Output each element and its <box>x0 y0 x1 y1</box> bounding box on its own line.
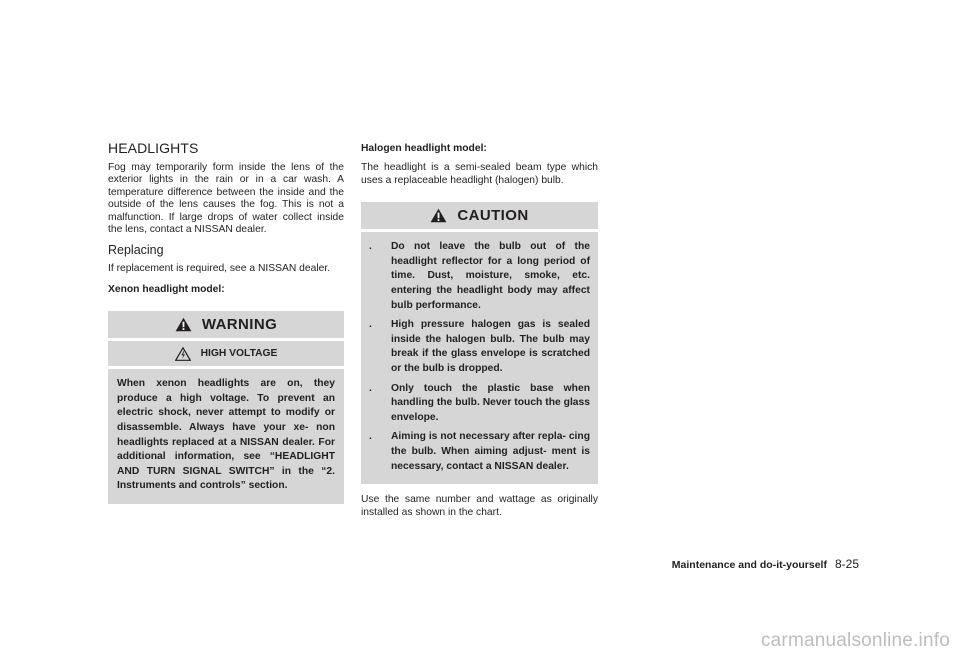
high-voltage-icon <box>175 347 191 361</box>
caution-list <box>367 240 590 474</box>
subheading-replacing: Replacing <box>108 243 164 258</box>
right-column <box>361 143 598 519</box>
bullet: . <box>369 241 372 253</box>
warning-triangle-icon <box>175 317 192 332</box>
intro-paragraph: Fog may temporarily form inside the lens of the exterior lights in the rain or in a car wash. A temperature difference between the inside and the outside of the lens causes the fog. This is not a malfunction. If large drops of water collect inside the lens, contact a NISSAN dealer. <box>108 162 344 236</box>
warning-body <box>108 369 344 504</box>
warning-box <box>108 311 344 504</box>
caution-item: . High pressure halogen gas is sealed inside the halogen bulb. The bulb may break if the glass envelope is scratched or the bulb is dropped. <box>367 318 590 376</box>
footer-section-title: Maintenance and do-it-yourself <box>671 559 827 571</box>
xenon-heading: Xenon headlight model: <box>108 283 225 295</box>
bullet: . <box>369 382 372 394</box>
warning-subtitle-bar <box>108 341 344 366</box>
halogen-heading: Halogen headlight model: <box>361 143 487 154</box>
caution-item: . Only touch the plastic base when handling the bulb. Never touch the glass envelope. <box>367 382 590 426</box>
bullet: . <box>369 431 372 443</box>
bullet: . <box>369 319 372 331</box>
caution-body <box>361 232 598 484</box>
warning-subtitle: HIGH VOLTAGE <box>200 348 278 360</box>
caution-item: . Do not leave the bulb out of the headlight reflector for a long period of time. Dust, moisture, smoke, etc. entering the headlight body may affect bulb performance. <box>367 240 590 313</box>
watermark: carmanualsonline.info <box>760 630 950 651</box>
closing-paragraph: Use the same number and wattage as originally installed as shown in the chart. <box>361 494 598 518</box>
caution-box <box>361 202 598 484</box>
page-number: 8-25 <box>834 557 859 571</box>
caution-triangle-icon <box>430 208 447 223</box>
caution-title: CAUTION <box>457 207 529 225</box>
halogen-paragraph: The headlight is a semi-sealed beam type which uses a replaceable headlight (halogen) bulb. <box>361 162 598 186</box>
section-heading: HEADLIGHTS <box>108 140 199 156</box>
left-column <box>108 140 344 504</box>
warning-text: When xenon headlights are on, they produce a high voltage. To prevent an electric shock, never attempt to modify or disassemble. Always have your xe- non headlights replaced at a NISSAN dealer. For additional information, see “HEADLIGHT AND TURN SIGNAL SWITCH” in the “2. Instruments and controls” section. <box>117 378 335 492</box>
caution-item: . Aiming is not necessary after repla- cing the bulb. When aiming adjust- ment is necessary, contact a NISSAN dealer. <box>367 430 590 474</box>
page-footer <box>649 557 859 571</box>
warning-title: WARNING <box>201 316 278 334</box>
caution-title-bar <box>361 202 598 229</box>
warning-title-bar <box>108 311 344 338</box>
replace-paragraph: If replacement is required, see a NISSAN dealer. <box>108 263 331 275</box>
